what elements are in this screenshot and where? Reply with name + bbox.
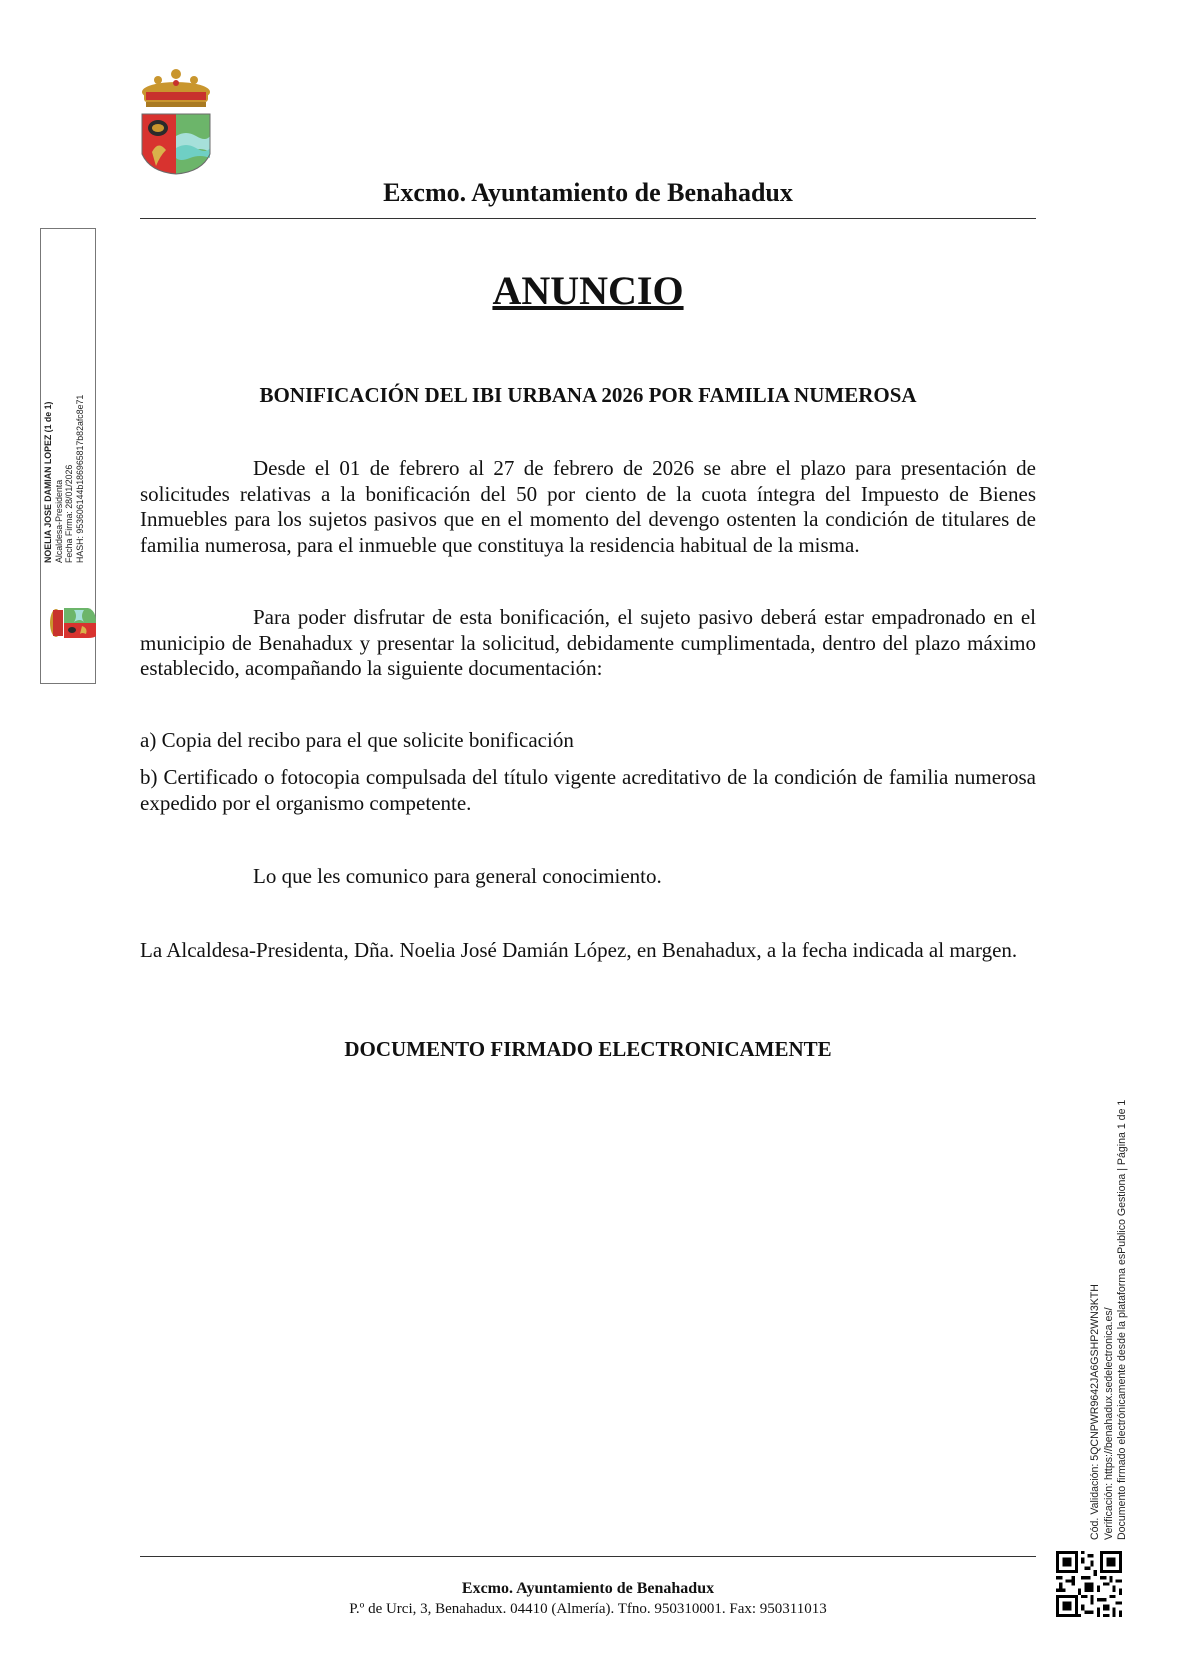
stamp-signer: NOELIA JOSE DAMIAN LOPEZ (1 de 1) bbox=[43, 401, 53, 563]
stamp-hash: HASH: 953606144b186965817b82afc8e71 bbox=[74, 394, 85, 563]
list-item: b) Certificado o fotocopia compulsada del título vigente acreditativo de la condición de familia numerosa expedido por el organismo competente. bbox=[140, 765, 1036, 815]
page-title: ANUNCIO bbox=[492, 268, 684, 313]
list-item: a) Copia del recibo para el que solicite bonificación bbox=[140, 728, 574, 752]
paragraph-requirements: Para poder disfrutar de esta bonificación, el sujeto pasivo deberá estar empadronado en el municipio de Benahadux y presentar la solicitud, debidamente cumplimentada, dentro del plazo máximo establecido, acompañando la siguiente documentación: bbox=[140, 605, 1036, 680]
coat-of-arms-icon bbox=[140, 66, 212, 178]
stamp-date: Fecha Firma: 28/01/2026 bbox=[64, 464, 74, 563]
verification-text bbox=[1089, 1040, 1133, 1540]
paragraph-application-period: Desde el 01 de febrero al 27 de febrero de 2026 se abre el plazo para presentación de solicitudes relativas a la bonificación del 50 por ciento de la cuota íntegra del Impuesto de Bienes Inmuebles para los sujetos pasivos que en el momento del devengo ostenten la condición de titulares de familia numerosa, para el inmueble que constituya la residencia habitual de la misma. bbox=[140, 456, 1036, 557]
signature-line: La Alcaldesa-Presidenta, Dña. Noelia José Damián López, en Benahadux, a la fecha indicada al margen. bbox=[140, 938, 1018, 962]
footer-name: Excmo. Ayuntamiento de Benahadux bbox=[461, 1580, 715, 1597]
document-subtitle: BONIFICACIÓN DEL IBI URBANA 2026 POR FAMILIA NUMEROSA bbox=[259, 383, 917, 407]
header-title: Excmo. Ayuntamiento de Benahadux bbox=[383, 178, 793, 207]
stamp-coat-of-arms-icon bbox=[44, 606, 96, 640]
verification-platform: Documento firmado electrónicamente desde la plataforma esPublico Gestiona | Página 1 de 1 bbox=[1116, 1099, 1129, 1540]
signed-notice: DOCUMENTO FIRMADO ELECTRONICAMENTE bbox=[344, 1037, 832, 1061]
verification-url[interactable]: Verificación: https://benahadux.sedelectronica.es/ bbox=[1102, 1307, 1115, 1540]
closing-line: Lo que les comunico para general conocimiento. bbox=[253, 864, 662, 888]
stamp-role: Alcaldesa-Presidenta bbox=[53, 479, 64, 563]
verification-code: Cód. Validación: 5QCNPWR9642JA6GSHP2WN3KTH bbox=[1089, 1284, 1101, 1540]
footer-address: P.º de Urci, 3, Benahadux. 04410 (Almería). Tfno. 950310001. Fax: 950311013 bbox=[349, 1601, 827, 1617]
signature-stamp-text bbox=[43, 363, 89, 563]
footer-divider bbox=[140, 1556, 1036, 1557]
header-divider bbox=[140, 218, 1036, 219]
qr-code-icon bbox=[1056, 1551, 1122, 1617]
